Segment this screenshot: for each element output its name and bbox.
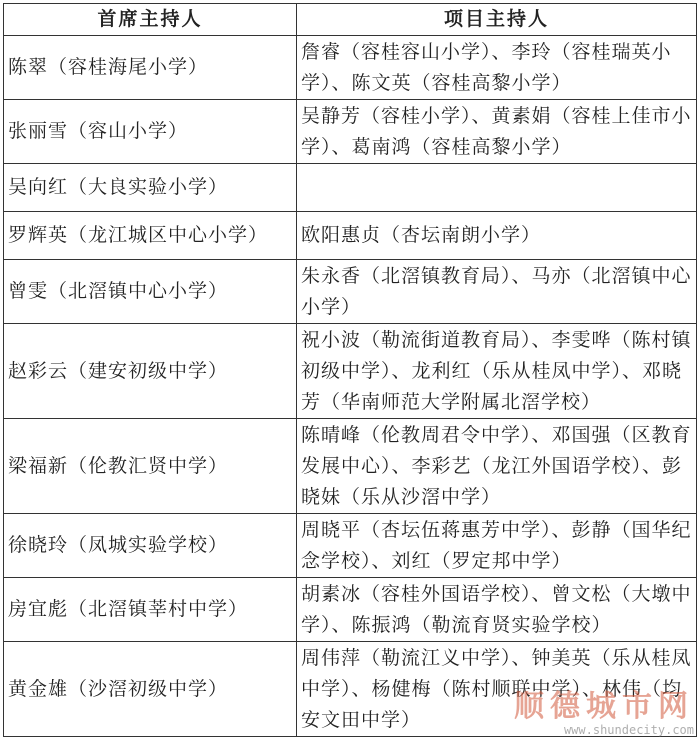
table-row [4,100,697,164]
host-table [3,3,697,737]
table-row [4,260,697,324]
table-row [4,578,697,642]
table-row [4,642,697,737]
project-host-cell: 周晓平（杏坛伍蒋惠芳中学）、彭静（国华纪念学校）、刘红（罗定邦中学） [297,514,697,578]
header-project-host: 项目主持人 [297,4,697,36]
watermark-url: www.shundecity.com [563,723,694,737]
project-host-cell: 周伟萍（勒流江义中学）、钟美英（乐从桂凤中学）、杨健梅（陈村顺联中学）、林伟（均安文田中学） [297,642,697,737]
chief-host-cell: 梁福新（伦教汇贤中学） [4,419,297,514]
chief-host-cell: 黄金雄（沙滘初级中学） [4,642,297,737]
project-host-cell [297,164,697,212]
project-host-cell: 吴静芳（容桂小学）、黄素娟（容桂上佳市小学）、葛南鸿（容桂高黎小学） [297,100,697,164]
table-row [4,324,697,419]
header-chief-host: 首席主持人 [4,4,297,36]
project-host-cell: 詹睿（容桂容山小学）、李玲（容桂瑞英小学）、陈文英（容桂高黎小学） [297,36,697,100]
table-row [4,419,697,514]
chief-host-cell: 张丽雪（容山小学） [4,100,297,164]
chief-host-cell: 房宜彪（北滘镇莘村中学） [4,578,297,642]
header-row [4,4,697,36]
project-host-cell: 朱永香（北滘镇教育局）、马亦（北滘镇中心小学） [297,260,697,324]
chief-host-cell: 吴向红（大良实验小学） [4,164,297,212]
chief-host-cell: 陈翠（容桂海尾小学） [4,36,297,100]
chief-host-cell: 罗辉英（龙江城区中心小学） [4,212,297,260]
project-host-cell: 祝小波（勒流街道教育局）、李雯哗（陈村镇初级中学）、龙利红（乐从桂凤中学）、邓晓芳（华南师范大学附属北滘学校） [297,324,697,419]
chief-host-cell: 赵彩云（建安初级中学） [4,324,297,419]
project-host-cell: 胡素冰（容桂外国语学校）、曾文松（大墩中学）、陈振鸿（勒流育贤实验学校） [297,578,697,642]
watermark-title: 顺德城市网 [514,689,694,724]
project-host-cell: 欧阳惠贞（杏坛南朗小学） [297,212,697,260]
chief-host-cell: 徐晓玲（凤城实验学校） [4,514,297,578]
project-host-cell: 陈晴峰（伦教周君令中学）、邓国强（区教育发展中心）、李彩艺（龙江外国语学校）、彭晓妹（乐从沙滘中学） [297,419,697,514]
table-row [4,514,697,578]
table-row [4,212,697,260]
table-row [4,36,697,100]
chief-host-cell: 曾雯（北滘镇中心小学） [4,260,297,324]
table-row [4,164,697,212]
